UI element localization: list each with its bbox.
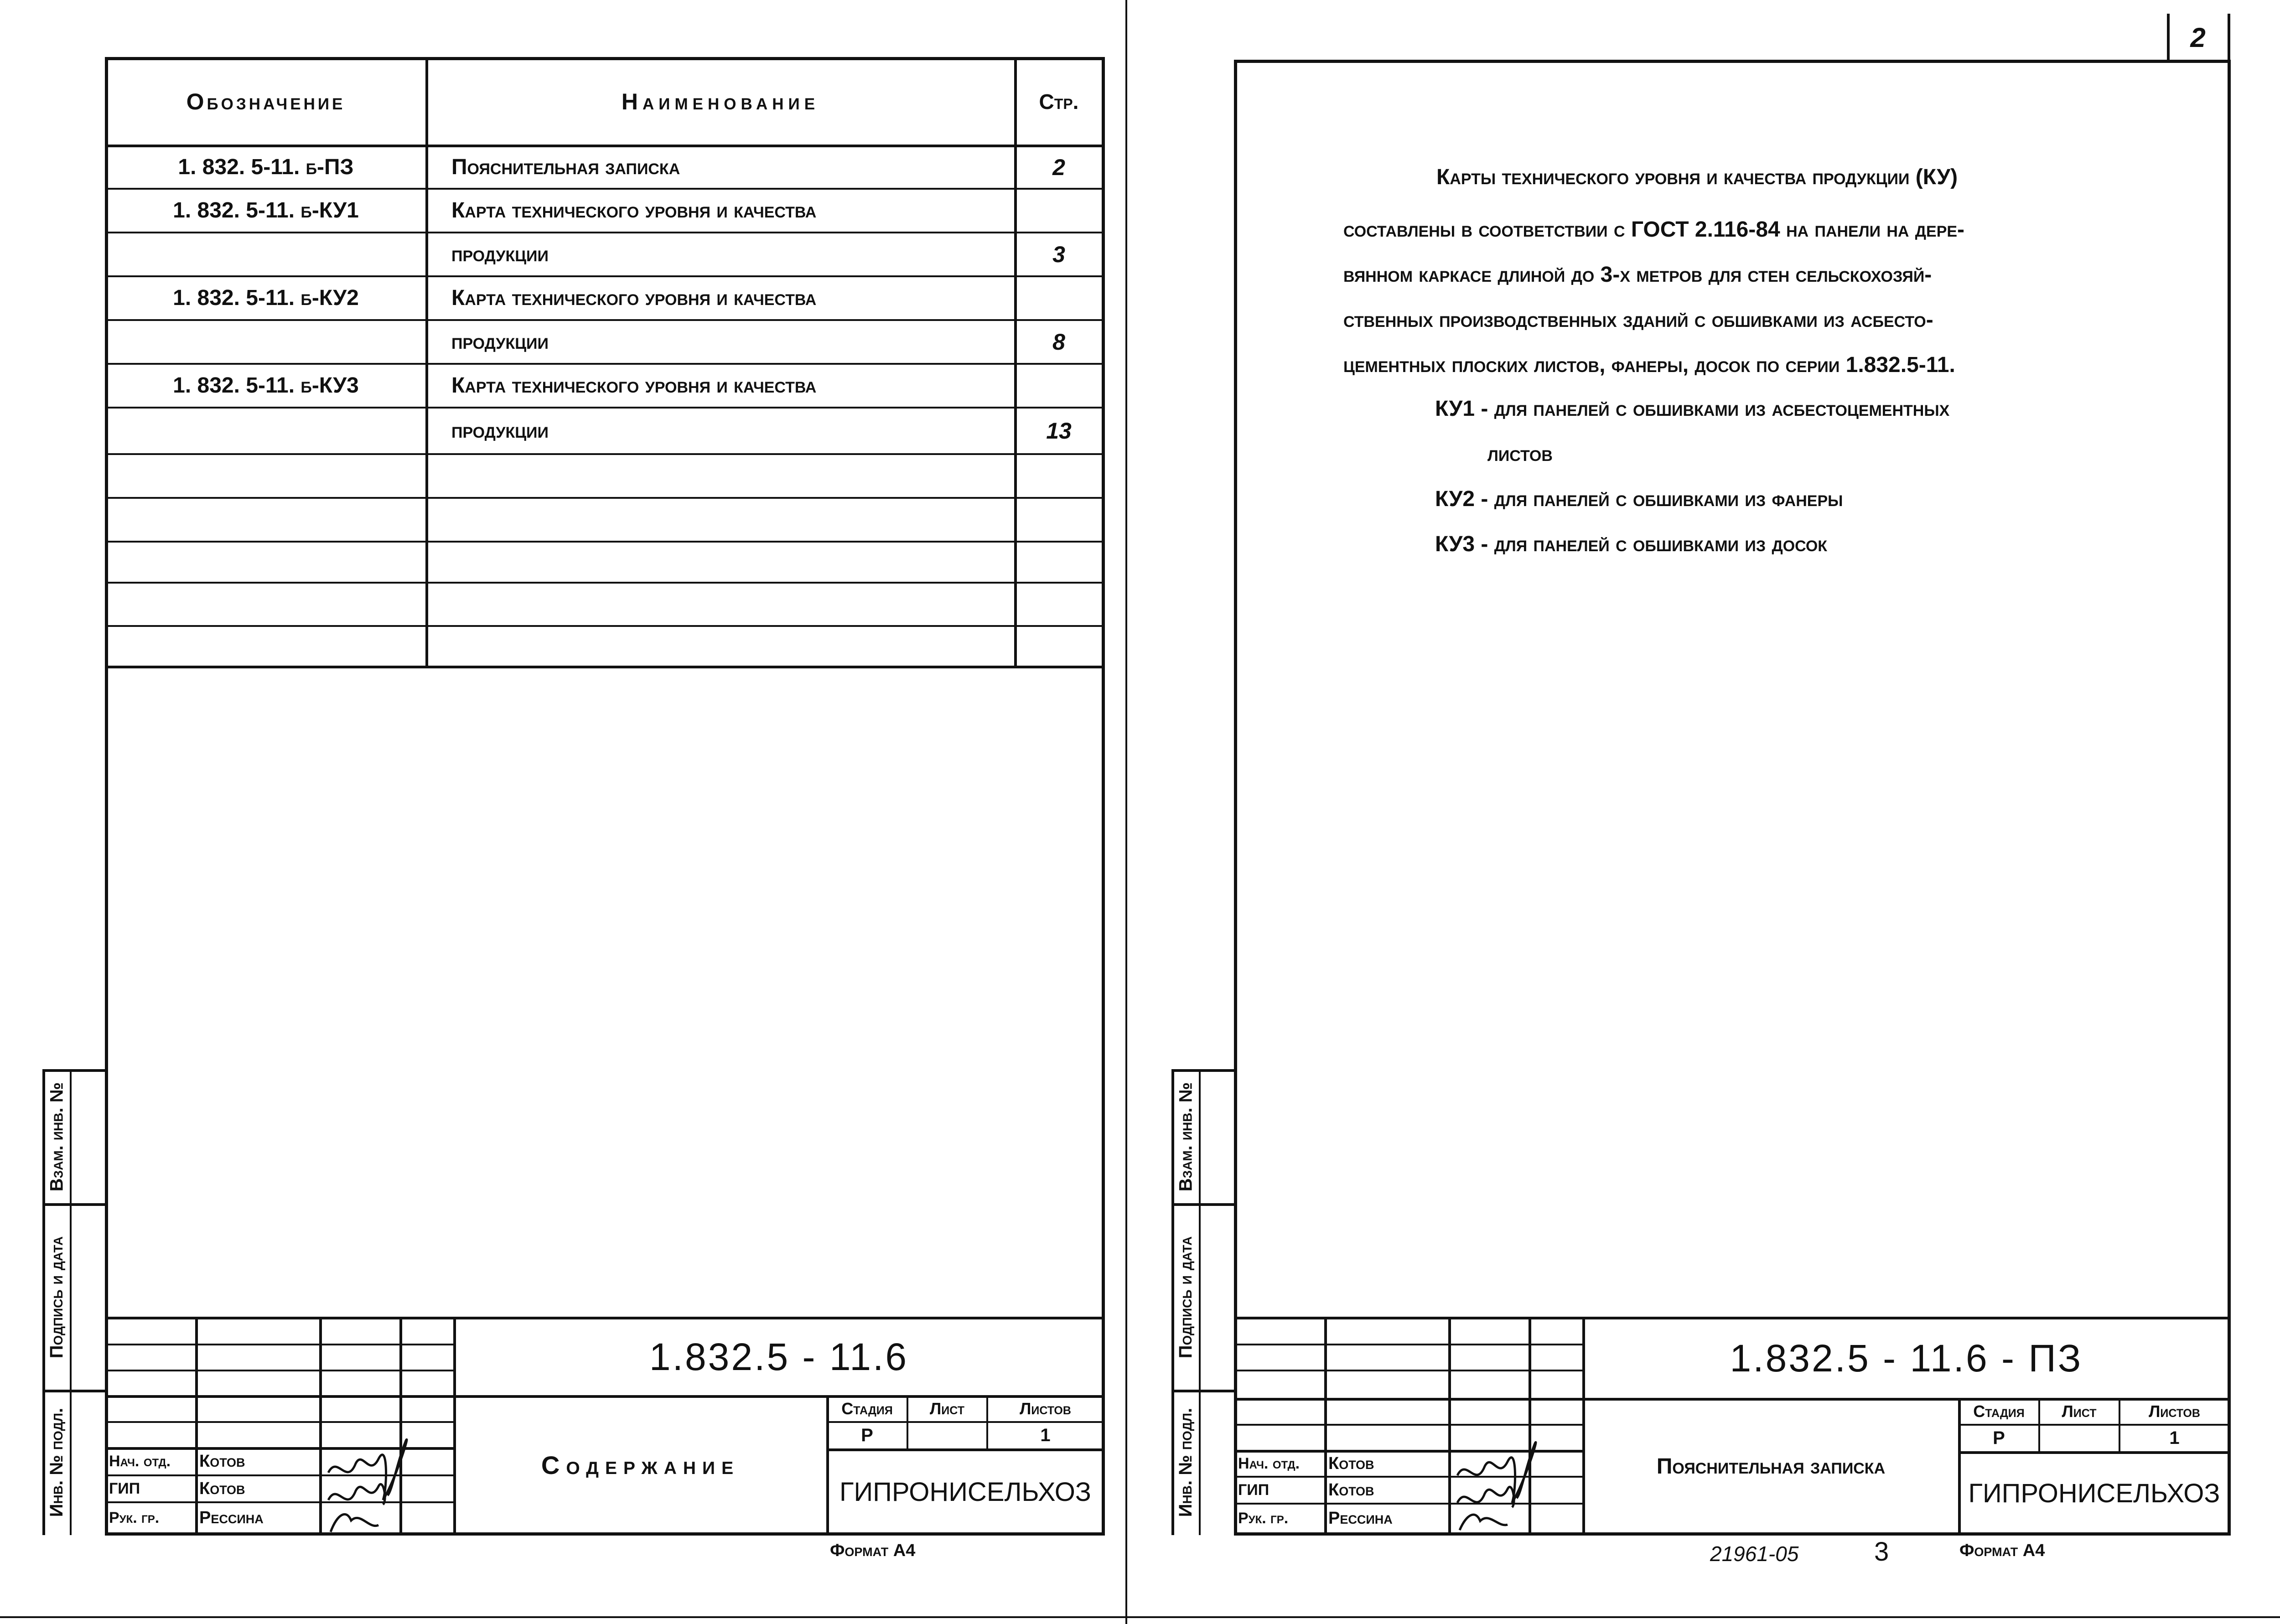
- staff-name: Котов: [199, 1452, 245, 1471]
- row-page: 13: [1046, 418, 1072, 444]
- page-split: [1125, 0, 1127, 1624]
- stamp-label: Инв. № подл.: [47, 1407, 67, 1517]
- row-name: продукции: [451, 330, 549, 354]
- stage-label: Стадия: [841, 1399, 893, 1418]
- stage-value: Р: [861, 1425, 873, 1445]
- row-designation: 1. 832. 5-11. б-ПЗ: [178, 155, 354, 179]
- staff-name: Рессина: [1328, 1509, 1393, 1528]
- row-designation: [106, 321, 425, 363]
- body-line: Карты технического уровня и качества продукции (КУ): [1436, 165, 1958, 189]
- title-line: [1235, 1344, 1584, 1345]
- header-designation: Обозначение: [186, 89, 346, 114]
- row-designation: 1. 832. 5-11. б-КУ2: [173, 286, 359, 310]
- header-page: Стр.: [1039, 90, 1079, 114]
- stamp-label: Подпись и дата: [1176, 1236, 1196, 1358]
- format-label: Формат А4: [830, 1541, 916, 1560]
- row-page: 2: [1052, 154, 1065, 180]
- row-designation: 1. 832. 5-11. б-КУ3: [173, 373, 359, 398]
- stamp-inv-original: [44, 1391, 70, 1534]
- document-title: Содержание: [541, 1451, 740, 1479]
- archive-sheet: 3: [1874, 1537, 1889, 1567]
- row-designation: 1. 832. 5-11. б-КУ1: [173, 198, 359, 222]
- row-name: Пояснительная записка: [451, 155, 680, 179]
- stamp-signature-date: [1173, 1205, 1199, 1390]
- staff-role: Рук. гр.: [109, 1509, 160, 1526]
- stamp-label: Взам. инв. №: [1176, 1082, 1196, 1192]
- row-page: 3: [1052, 241, 1065, 267]
- stage-label: Стадия: [1973, 1402, 2025, 1421]
- stamp-inv-original: [1173, 1391, 1199, 1534]
- stamp-label: Подпись и дата: [47, 1236, 67, 1358]
- sheets-value: 1: [1040, 1425, 1051, 1445]
- signature: [319, 1422, 429, 1536]
- stamp-line: [70, 1069, 72, 1535]
- staff-name: Котов: [1328, 1480, 1374, 1500]
- body-line: вянном каркасе длиной до 3-х метров для стен сельскохозяй-: [1343, 263, 1932, 287]
- sheet-value: [2040, 1425, 2119, 1451]
- stamp-label: Инв. № подл.: [1176, 1407, 1196, 1517]
- sheet-value: [908, 1422, 986, 1448]
- page-number: 2: [2190, 22, 2206, 53]
- list-item: КУ1 - для панелей с обшивками из асбестоцементных: [1435, 397, 1950, 421]
- row-name: продукции: [451, 242, 549, 266]
- table-divider: [106, 453, 1103, 455]
- sheet-bottom-edge: [0, 1616, 2280, 1618]
- table-divider: [106, 541, 1103, 543]
- body-line: составлены в соответствии с ГОСТ 2.116-84 на панели на дере-: [1343, 217, 1965, 242]
- table-divider: [106, 497, 1103, 499]
- body-line: цементных плоских листов, фанеры, досок по серии 1.832.5-11.: [1343, 353, 1955, 377]
- table-divider: [106, 582, 1103, 584]
- organization: ГИПРОНИСЕЛЬХОЗ: [1968, 1478, 2220, 1508]
- staff-name: Котов: [1328, 1453, 1374, 1473]
- document-title: Пояснительная записка: [1656, 1454, 1886, 1479]
- row-page: 8: [1052, 329, 1065, 355]
- staff-name: Рессина: [199, 1508, 264, 1527]
- list-item: КУ2 - для панелей с обшивками из фанеры: [1435, 487, 1843, 511]
- stamp-replace-inv: [44, 1071, 70, 1203]
- body-line: ственных производственных зданий с обшивками из асбесто-: [1343, 308, 1933, 332]
- stamp-replace-inv: [1173, 1071, 1199, 1203]
- table-column-divider: [425, 58, 428, 667]
- row-designation: [106, 233, 425, 275]
- staff-role: Рук. гр.: [1238, 1510, 1289, 1527]
- sheets-value: 1: [2169, 1428, 2180, 1448]
- row-page: [1016, 189, 1102, 232]
- sheets-label: Листов: [1020, 1399, 1071, 1418]
- row-name: Карта технического уровня и качества: [451, 373, 817, 398]
- document-code: 1.832.5 - 11.6 - ПЗ: [1730, 1336, 2083, 1380]
- title-line: [106, 1370, 455, 1371]
- row-page: [1016, 364, 1102, 407]
- staff-role: Нач. отд.: [109, 1453, 171, 1470]
- sheet-label: Лист: [2062, 1402, 2097, 1421]
- list-item: КУ3 - для панелей с обшивками из досок: [1435, 532, 1828, 556]
- title-line: [106, 1344, 455, 1345]
- row-name: Карта технического уровня и качества: [451, 198, 817, 222]
- staff-name: Котов: [199, 1479, 245, 1498]
- row-designation: [106, 408, 425, 453]
- sheets-label: Листов: [2149, 1402, 2200, 1421]
- staff-role: ГИП: [1238, 1481, 1270, 1499]
- staff-role: ГИП: [109, 1480, 140, 1497]
- sheet-label: Лист: [930, 1399, 964, 1418]
- organization: ГИПРОНИСЕЛЬХОЗ: [839, 1477, 1091, 1507]
- stamp-line: [1199, 1069, 1201, 1535]
- stage-value: Р: [1993, 1428, 2005, 1448]
- row-page: [1016, 277, 1102, 319]
- list-item: листов: [1487, 442, 1553, 466]
- stamp-label: Взам. инв. №: [47, 1082, 67, 1192]
- table-divider: [106, 625, 1103, 627]
- format-label: Формат А4: [1959, 1541, 2045, 1560]
- signature: [1448, 1425, 1558, 1535]
- row-name: Карта технического уровня и качества: [451, 286, 817, 310]
- staff-role: Нач. отд.: [1238, 1454, 1300, 1472]
- header-name: Наименование: [621, 89, 820, 114]
- title-line: [1235, 1370, 1584, 1371]
- row-name: продукции: [451, 419, 549, 443]
- archive-number: 21961-05: [1710, 1542, 1799, 1566]
- table-divider: [106, 666, 1103, 668]
- document-code: 1.832.5 - 11.6: [649, 1335, 909, 1378]
- stamp-signature-date: [44, 1205, 70, 1390]
- page-number-box: [2228, 14, 2230, 61]
